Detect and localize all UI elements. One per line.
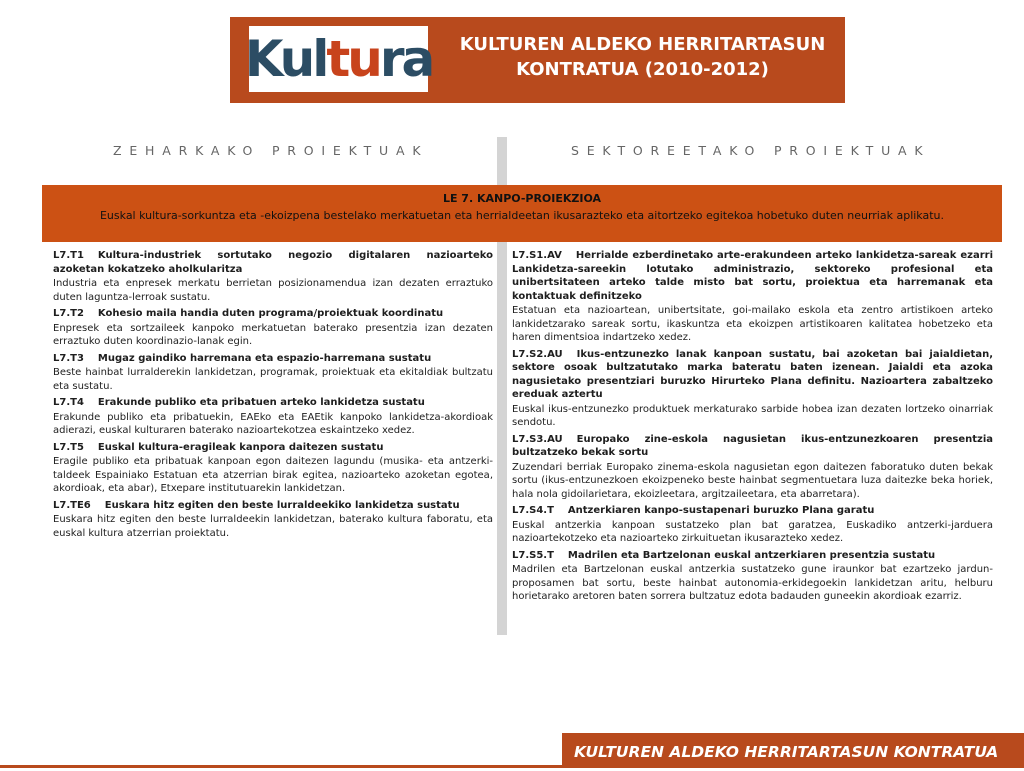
page-title-line1: KULTUREN ALDEKO HERRITARTASUN bbox=[459, 34, 826, 55]
project-title bbox=[53, 307, 493, 321]
project-title bbox=[512, 504, 993, 518]
band-description: Euskal kultura-sorkuntza eta -ekoizpena bestelako merkatuetan eta herrialdeetan ikusarazteko eta aitortzeko egitekoa hobetuko duten neurriak aplikatu. bbox=[99, 209, 945, 222]
project-description: Euskara hitz egiten den beste lurraldeekin lankidetzan, baterako kultura faboratu, eta euskal kultura atzerrian proiektatu. bbox=[53, 514, 493, 539]
project-description: Zuzendari berriak Europako zinema-eskola nagusietan egon daitezen faboratuko duten bekak sortu (ikus-entzunezkoen ekoizpeneko beste hainbat segmentuetara luza daitezke beka horiek, hala nola gidoilarietara, ekoizleetara, argitzaileetara, eta abarretara). bbox=[512, 461, 993, 500]
project-title-text: Kultura-industriek sortutako negozio digitalaren nazioarteko azoketan kokatzeko aholkularitza bbox=[53, 250, 493, 275]
project-title-text: Euskal kultura-eragileak kanpora daitezen sustatu bbox=[97, 441, 384, 453]
project-code: L7.S2.AU bbox=[512, 348, 563, 360]
project-title-text: Mugaz gaindiko harremana eta espazio-harremana sustatu bbox=[97, 352, 432, 364]
project-code: L7.S4.T bbox=[512, 505, 554, 516]
project-code: L7.TE6 bbox=[53, 499, 91, 511]
project-title bbox=[512, 348, 993, 402]
project-description: Euskal antzerkia kanpoan sustatzeko plan bat garatzea, Euskadiko antzerki-jarduera nazioartekotzeko eta nazioarteko zirkuituetan ikusarazteko xedez. bbox=[512, 519, 993, 544]
project-description: Madrilen eta Bartzelonan euskal antzerkia sustatzeko gune iraunkor bat ezartzeko jardun-proposamen bat sortu, beste hainbat autonomia-erkidegoekin lankidetzan aritu, helburu horietarako aretoren baten sorrera bultzatuz edota badauden guneekin akordioak ezarriz. bbox=[512, 564, 993, 602]
project-description: Enpresek eta sortzaileek kanpoko merkatuetan baterako presentzia izan dezaten erraztuko duten koordinazio-lanak egin. bbox=[53, 322, 493, 347]
project-item bbox=[512, 348, 993, 430]
project-item bbox=[512, 549, 993, 604]
strategic-line-band bbox=[42, 185, 1002, 242]
project-code: L7.T2 bbox=[53, 308, 84, 319]
project-title bbox=[512, 249, 993, 303]
project-code: L7.S3.AU bbox=[512, 433, 563, 445]
project-item bbox=[53, 352, 493, 394]
project-code: L7.T5 bbox=[53, 441, 84, 453]
project-title-text: Euskara hitz egiten den beste lurraldeekiko lankidetza sustatu bbox=[104, 499, 460, 511]
project-item bbox=[512, 433, 993, 502]
project-description: Erakunde publiko eta pribatuekin, EAEko eta EAEtik kanpoko lankidetza-akordioak adierazi, euskal kulturaren baterako nazioartekotzea eskaintzeko xedez. bbox=[53, 411, 493, 436]
footer-banner bbox=[562, 733, 1024, 768]
project-title bbox=[512, 549, 993, 563]
section-label-sector-projects: SEKTOREETAKO PROIEKTUAK bbox=[571, 143, 931, 158]
project-description: Beste hainbat lurralderekin lankidetzan, programak, proiektuak eta ekitaldiak bultzatu eta sustatu. bbox=[53, 367, 493, 392]
project-code: L7.T3 bbox=[53, 352, 84, 364]
project-item bbox=[53, 441, 493, 496]
project-title bbox=[53, 396, 493, 410]
header-banner bbox=[230, 17, 845, 103]
project-code: L7.S5.T bbox=[512, 549, 554, 561]
band-title: LE 7. KANPO-PROIEKZIOA bbox=[442, 192, 602, 205]
project-title-text: Europako zine-eskola nagusietan ikus-entzunezkoaren presentzia bultzatzeko bekak sortu bbox=[512, 433, 993, 458]
project-code: L7.T1 bbox=[53, 250, 84, 261]
kultura-logo bbox=[244, 26, 433, 92]
project-title-text: Kohesio maila handia duten programa/proiektuak koordinatu bbox=[97, 308, 444, 319]
left-column bbox=[53, 249, 493, 543]
page-title bbox=[445, 32, 840, 82]
project-title-text: Erakunde publiko eta pribatuen arteko lankidetza sustatu bbox=[97, 397, 425, 408]
project-item bbox=[512, 249, 993, 345]
project-title bbox=[53, 441, 493, 455]
right-column bbox=[512, 249, 993, 607]
page-title-line2: KONTRATUA (2010-2012) bbox=[516, 59, 769, 80]
project-code: L7.T4 bbox=[53, 397, 84, 408]
project-title-text: Herrialde ezberdinetako arte-erakundeen arteko lankidetza-sareak ezarri Lankidetza-sareekin lotutako administrazio, sektoreko profesional eta unibertsitateen arteko talde misto bat sortu, proiektua eta harremanak eta kontaktuak definitzeko bbox=[512, 250, 993, 302]
project-code: L7.S1.AV bbox=[512, 250, 562, 261]
section-label-cross-projects: ZEHARKAKO PROIEKTUAK bbox=[113, 143, 429, 158]
project-title bbox=[53, 249, 493, 276]
project-title bbox=[53, 352, 493, 366]
project-title bbox=[53, 499, 493, 513]
project-item bbox=[53, 396, 493, 438]
project-title-text: Ikus-entzunezko lanak kanpoan sustatu, bai azoketan bai jaialdietan, sektore osoak bultzatutako marka bateratu baten izenean. Jaialdi eta azoka nagusietako presentziari buruzko Hirurteko Plana definitu. Nazioartera zabaltzeko ereduak aztertu bbox=[512, 348, 993, 400]
project-description: Euskal ikus-entzunezko produktuek merkaturako sarbide hobea izan dezaten lortzeko oinarriak sendotu. bbox=[512, 403, 993, 428]
kultura-logo-text: Kultura bbox=[244, 30, 433, 88]
project-description: Estatuan eta nazioartean, unibertsitate, goi-mailako eskola eta zentro artistikoen arteko lankidetzarako sareak sortu, ikaskuntza eta ekoizpen artistikoaren kalitatea hobetzeko eta haren dimentsioa indartzeko xedez. bbox=[512, 305, 993, 343]
project-item bbox=[512, 504, 993, 546]
project-description: Eragile publiko eta pribatuak kanpoan egon daitezen lagundu (musika- eta antzerki-taldeek Espainiako Estatuan eta atzerrian birak egitea, nazioarteko azoketan egotea, akordioak, eta abar), Etxepare institutuarekin lankidetzan. bbox=[53, 456, 493, 494]
project-title-text: Antzerkiaren kanpo-sustapenari buruzko Plana garatu bbox=[567, 505, 875, 516]
footer-title: KULTUREN ALDEKO HERRITARTASUN KONTRATUA bbox=[574, 743, 999, 761]
project-item bbox=[53, 499, 493, 541]
project-item bbox=[53, 249, 493, 304]
project-title bbox=[512, 433, 993, 460]
project-description: Industria eta enpresek merkatu berrietan posizionamendua izan dezaten erraztuko duten laguntza-lerroak sustatu. bbox=[53, 278, 493, 303]
project-title-text: Madrilen eta Bartzelonan euskal antzerkiaren presentzia sustatu bbox=[567, 549, 936, 561]
project-item bbox=[53, 307, 493, 349]
